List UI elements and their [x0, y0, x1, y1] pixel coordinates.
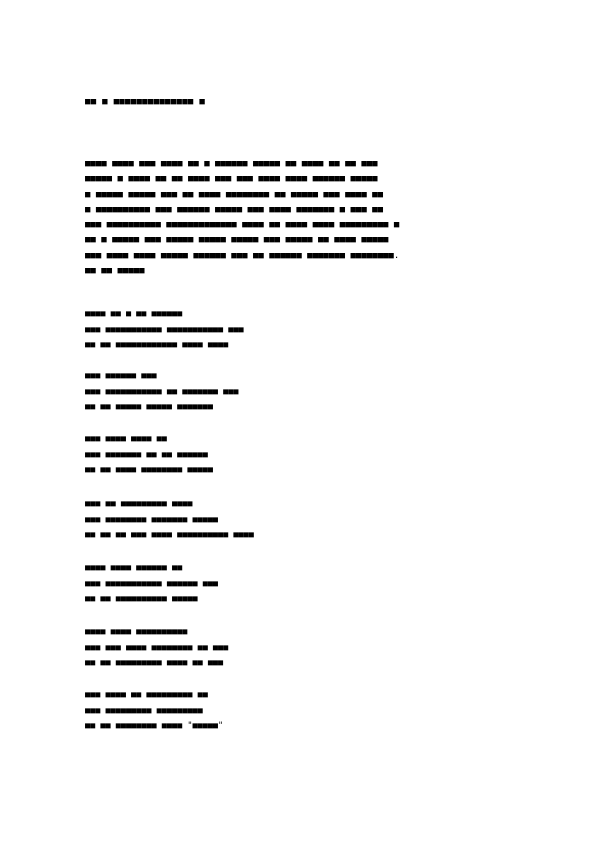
entry-block — [85, 307, 525, 353]
entry-line: ■■ ■■ ■■■■■■■■ ■■■■ "■■■■■" — [85, 721, 224, 731]
entry-title: ■■■ ■■■■ ■■ ■■■■■■■■■ ■■ — [85, 690, 208, 700]
entry-line: ■■ ■■ ■■■■■ ■■■■■ ■■■■■■■ — [85, 402, 213, 412]
intro-line: ■■ ■■ ■■■■■ — [85, 266, 145, 277]
entry-line: ■■■ ■■■■■■■■■ ■■■■■■■■■ — [85, 706, 203, 716]
intro-line: ■■■ ■■■■ ■■■■ ■■■■■ ■■■■■■ ■■■ ■■ ■■■■■■ ■■■■■■■ ■■■■■■■■. — [85, 250, 400, 261]
entry-title: ■■■■ ■■ ■ ■■ ■■■■■■ — [85, 309, 183, 319]
entry-title: ■■■ ■■ ■■■■■■■■■ ■■■■ — [85, 499, 193, 509]
entry-line: ■■ ■■ ■■■■■■■■■ ■■■■ ■■ ■■■ — [85, 658, 224, 668]
intro-line: ■ ■■■■■■■■■■ ■■■ ■■■■■■ ■■■■■ ■■■ ■■■■ ■■■■■■■ ■ ■■■ ■■ — [85, 204, 384, 215]
entry-line: ■■■ ■■■■■■■ ■■ ■■ ■■■■■■ — [85, 450, 208, 460]
intro-line: ■■■■ ■■■■ ■■■ ■■■■ ■■ ■ ■■■■■■ ■■■■■ ■■ ■■■■ ■■ ■■ ■■■ — [85, 159, 378, 169]
entry-line: ■■ ■■ ■■■■ ■■■■■■■■ ■■■■■ — [85, 465, 213, 475]
entry-title: ■■■ ■■■■■■ ■■■ — [85, 371, 157, 381]
entry-block — [85, 497, 525, 543]
intro-line: ■■ ■ ■■■■■ ■■■ ■■■■■ ■■■■■ ■■■■■ ■■■ ■■■■■ ■■ ■■■■ ■■■■■ — [85, 235, 389, 246]
entry-line: ■■ ■■ ■■ ■■■ ■■■■ ■■■■■■■■■■ ■■■■ — [85, 530, 254, 540]
entry-line: ■■■ ■■■ ■■■■ ■■■■■■■■ ■■ ■■■ — [85, 643, 229, 653]
document-heading: ■■ ■ ■■■■■■■■■■■■■■ ■ — [85, 97, 206, 107]
entry-title: ■■■ ■■■■ ■■■■ ■■ — [85, 434, 167, 444]
entry-line: ■■■ ■■■■■■■■■■■ ■■■■■■■■■■■ ■■■ — [85, 325, 244, 335]
entry-line: ■■■ ■■■■■■■■ ■■■■■■■ ■■■■■ — [85, 515, 219, 525]
entry-title: ■■■■ ■■■■ ■■■■■■ ■■ — [85, 563, 183, 573]
entry-line: ■■■ ■■■■■■■■■■■ ■■ ■■■■■■■ ■■■ — [85, 387, 239, 397]
entry-title: ■■■■ ■■■■ ■■■■■■■■■■ — [85, 627, 188, 637]
intro-line: ■ ■■■■■ ■■■■■ ■■■ ■■ ■■■■ ■■■■■■■■ ■■ ■■■■■ ■■■ ■■■■ ■■ — [85, 189, 384, 200]
entry-block — [85, 625, 525, 671]
entry-line: ■■ ■■ ■■■■■■■■■■ ■■■■■ — [85, 594, 198, 604]
entry-line: ■■■ ■■■■■■■■■■■ ■■■■■■ ■■■ — [85, 579, 219, 589]
intro-paragraph — [85, 157, 515, 279]
entry-block — [85, 369, 525, 415]
intro-line: ■■■■■ ■ ■■■■ ■■ ■■ ■■■■ ■■■ ■■■ ■■■■ ■■■■ ■■■■■■ ■■■■■ — [85, 174, 378, 185]
intro-line: ■■■ ■■■■■■■■■■ ■■■■■■■■■■■■■ ■■■■ ■■ ■■■■ ■■■■ ■■■■■■■■■ ■ — [85, 220, 400, 231]
entry-block — [85, 688, 525, 734]
entry-block — [85, 432, 525, 478]
entry-line: ■■ ■■ ■■■■■■■■■■■■ ■■■■ ■■■■ — [85, 340, 229, 350]
entry-block — [85, 561, 525, 607]
